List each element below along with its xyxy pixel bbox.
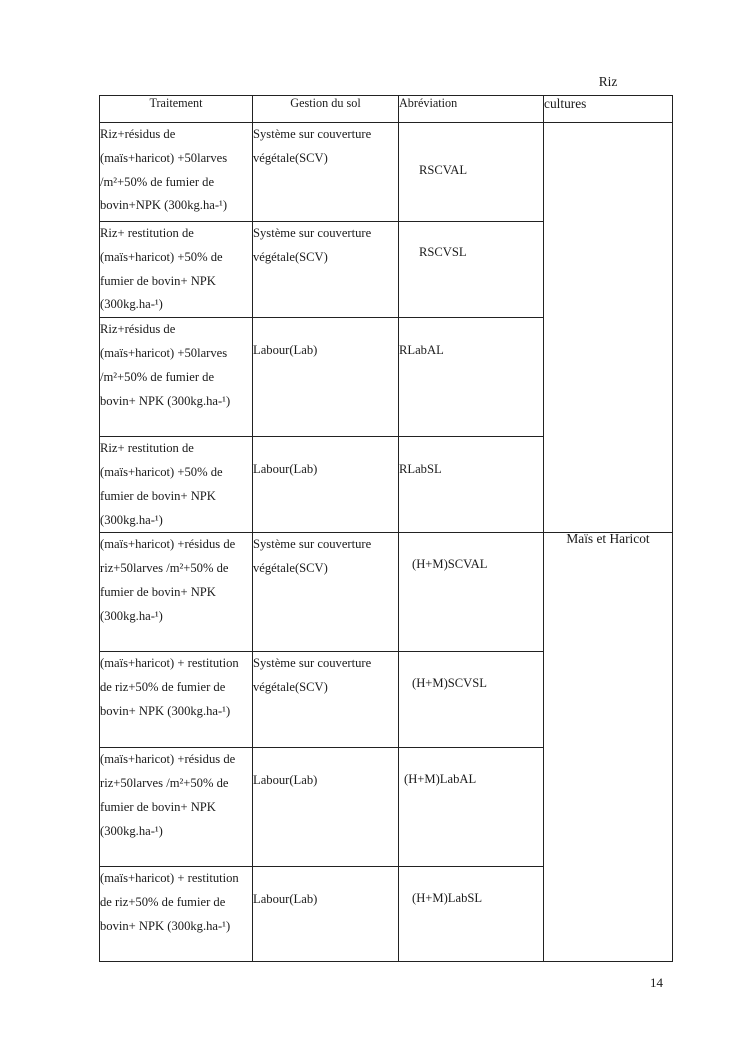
traitement-cell: Riz+ restitution de (maïs+haricot) +50% de fumier de bovin+ NPK (300kg.ha-¹) (100, 437, 253, 533)
culture-cell-mais-haricot (544, 533, 673, 962)
abreviation-text: (H+M)LabSL (412, 891, 483, 906)
gestion-text: Labour(Lab) (253, 773, 318, 788)
gestion-cell: Système sur couverture végétale(SCV) (253, 533, 399, 652)
gestion-cell (253, 748, 399, 867)
gestion-cell (253, 437, 399, 533)
header-gestion-du-sol: Gestion du sol (253, 96, 399, 123)
traitement-cell: (maïs+haricot) + restitution de riz+50% de fumier de bovin+ NPK (300kg.ha-¹) (100, 652, 253, 748)
traitement-cell: (maïs+haricot) + restitution de riz+50% de fumier de bovin+ NPK (300kg.ha-¹) (100, 867, 253, 962)
traitement-cell: Riz+résidus de (maïs+haricot) +50larves /m²+50% de fumier de bovin+NPK (300kg.ha-¹) (100, 123, 253, 222)
abreviation-cell (399, 437, 544, 533)
gestion-cell (253, 318, 399, 437)
abreviation-text: (H+M)LabAL (404, 772, 477, 787)
traitement-cell: (maïs+haricot) +résidus de riz+50larves /m²+50% de fumier de bovin+ NPK (300kg.ha-¹) (100, 748, 253, 867)
abreviation-cell (399, 222, 544, 318)
page-number: 14 (650, 975, 663, 990)
gestion-text: Labour(Lab) (253, 343, 318, 358)
culture-label: Maïs et Haricot (566, 531, 650, 547)
header-cultures: cultures (544, 96, 673, 123)
table-header-row (100, 96, 673, 123)
abreviation-cell (399, 318, 544, 437)
culture-label: Riz (598, 74, 618, 89)
gestion-text: Labour(Lab) (253, 892, 318, 907)
abreviation-cell (399, 533, 544, 652)
traitement-cell: (maïs+haricot) +résidus de riz+50larves /m²+50% de fumier de bovin+ NPK (300kg.ha-¹) (100, 533, 253, 652)
table-row (100, 123, 673, 222)
abreviation-text: RLabAL (399, 343, 444, 358)
header-traitement: Traitement (100, 96, 253, 123)
abreviation-text: (H+M)SCVAL (412, 557, 488, 572)
abreviation-text: RSCVAL (419, 163, 468, 177)
table-row (100, 533, 673, 652)
traitement-cell: Riz+ restitution de (maïs+haricot) +50% de fumier de bovin+ NPK (300kg.ha-¹) (100, 222, 253, 318)
traitement-cell: Riz+résidus de (maïs+haricot) +50larves /m²+50% de fumier de bovin+ NPK (300kg.ha-¹) (100, 318, 253, 437)
abreviation-cell (399, 867, 544, 962)
gestion-text: Labour(Lab) (253, 462, 318, 477)
abreviation-cell (399, 123, 544, 222)
abreviation-cell (399, 652, 544, 748)
gestion-cell: Système sur couverture végétale(SCV) (253, 222, 399, 318)
gestion-cell: Système sur couverture végétale(SCV) (253, 652, 399, 748)
treatments-table (99, 74, 673, 962)
header-abreviation: Abréviation (399, 96, 544, 123)
abreviation-text: RLabSL (399, 462, 442, 477)
abreviation-text: RSCVSL (419, 245, 467, 259)
gestion-cell (253, 867, 399, 962)
abreviation-text: (H+M)SCVSL (412, 676, 487, 691)
gestion-cell: Système sur couverture végétale(SCV) (253, 123, 399, 222)
abreviation-cell (399, 748, 544, 867)
